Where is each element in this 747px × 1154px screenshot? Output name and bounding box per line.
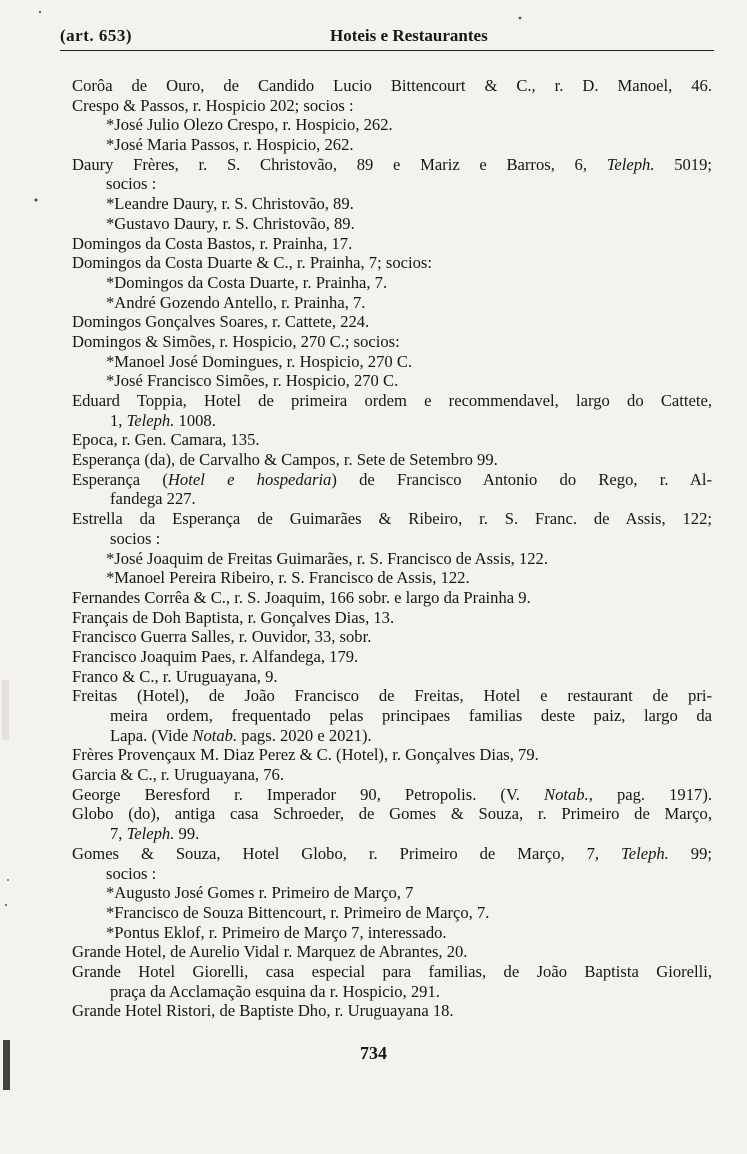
entry-continuation-line: *Pontus Eklof, r. Primeiro de Março 7, interessado.	[106, 922, 447, 942]
entry-line: Daury Frères, r. S. Christovão, 89 e Mariz e Barros, 6, Teleph. 5019;	[72, 154, 712, 174]
entry-line: Domingos da Costa Bastos, r. Prainha, 17.	[72, 233, 353, 253]
entry-continuation-line: *Manoel José Domingues, r. Hospicio, 270 C.	[106, 351, 413, 371]
entry-line: Grande Hotel Giorelli, casa especial para familias, de João Baptista Giorelli,	[72, 961, 712, 981]
page-number: 734	[360, 1043, 387, 1063]
entry-continuation-line: fandega 227.	[110, 489, 196, 509]
article-reference: (art. 653)	[60, 26, 133, 45]
entry-line: Grande Hotel Ristori, de Baptiste Dho, r. Uruguayana 18.	[72, 1001, 454, 1021]
entry-line: Freitas (Hotel), de João Francisco de Freitas, Hotel e restaurant de pri-	[72, 686, 712, 706]
entry-line: Francisco Guerra Salles, r. Ouvidor, 33, sobr.	[72, 627, 372, 647]
entry-line: Estrella da Esperança de Guimarães & Ribeiro, r. S. Franc. de Assis, 122;	[72, 509, 712, 529]
directory-listing	[72, 76, 712, 1021]
entry-line: Français de Doh Baptista, r. Gonçalves Dias, 13.	[72, 607, 395, 627]
entry-continuation-line: *Manoel Pereira Ribeiro, r. S. Francisco de Assis, 122.	[106, 568, 470, 588]
entry-continuation-line: socios :	[106, 174, 157, 194]
entry-continuation-line: *José Julio Olezo Crespo, r. Hospicio, 262.	[106, 115, 393, 135]
entry-continuation-line: *André Gozendo Antello, r. Prainha, 7.	[106, 292, 366, 312]
entry-continuation-line: *José Francisco Simões, r. Hospicio, 270 C.	[106, 371, 399, 391]
entry-line: Grande Hotel, de Aurelio Vidal r. Marquez de Abrantes, 20.	[72, 942, 468, 962]
entry-line: Corôa de Ouro, de Candido Lucio Bittencourt & C., r. D. Manoel, 46.	[72, 76, 712, 95]
entry-line: Crespo & Passos, r. Hospicio 202; socios :	[72, 95, 354, 115]
entry-continuation-line: *Gustavo Daury, r. S. Christovão, 89.	[106, 213, 355, 233]
entry-continuation-line: socios :	[110, 528, 161, 548]
entry-continuation-line: *Francisco de Souza Bittencourt, r. Primeiro de Março, 7.	[106, 902, 490, 922]
entry-line: Fernandes Corrêa & C., r. S. Joaquim, 166 sobr. e largo da Prainha 9.	[72, 587, 531, 607]
entry-line: Domingos & Simões, r. Hospicio, 270 C.; socios:	[72, 331, 400, 351]
entry-line: Franco & C., r. Uruguayana, 9.	[72, 666, 278, 686]
entry-line: Domingos Gonçalves Soares, r. Cattete, 224.	[72, 312, 370, 332]
entry-continuation-line: *José Maria Passos, r. Hospicio, 262.	[106, 135, 354, 155]
header-rule	[60, 50, 714, 51]
entry-line: Globo (do), antiga casa Schroeder, de Gomes & Souza, r. Primeiro de Março,	[72, 804, 712, 824]
entry-line: Garcia & C., r. Uruguayana, 76.	[72, 765, 284, 785]
entry-continuation-line: meira ordem, frequentado pelas principaes familias deste paiz, largo da	[110, 706, 712, 725]
entry-line: Esperança (Hotel e hospedaria) de Francisco Antonio do Rego, r. Al-	[72, 469, 712, 489]
entry-continuation-line: *Domingos da Costa Duarte, r. Prainha, 7.	[106, 272, 388, 292]
entry-line: Epoca, r. Gen. Camara, 135.	[72, 430, 260, 450]
entry-continuation-line: *Leandre Daury, r. S. Christovão, 89.	[106, 194, 354, 214]
entry-continuation-line: *Augusto José Gomes r. Primeiro de Março, 7	[106, 883, 414, 903]
page-header	[52, 26, 712, 48]
running-title: Hoteis e Restaurantes	[330, 26, 488, 45]
entry-line: Eduard Toppia, Hotel de primeira ordem e recommendavel, largo do Cattete,	[72, 391, 712, 410]
entry-line: Domingos da Costa Duarte & C., r. Prainha, 7; socios:	[72, 253, 432, 273]
entry-line: Esperança (da), de Carvalho & Campos, r. Sete de Setembro 99.	[72, 450, 498, 470]
entry-continuation-line: Lapa. (Vide Notab. pags. 2020 e 2021).	[110, 725, 372, 745]
entry-continuation-line: 7, Teleph. 99.	[110, 824, 200, 844]
entry-line: Frères Provençaux M. Diaz Perez & C. (Hotel), r. Gonçalves Dias, 79.	[72, 745, 539, 765]
entry-continuation-line: socios :	[106, 863, 157, 883]
entry-continuation-line: praça da Acclamação esquina da r. Hospicio, 291.	[110, 981, 440, 1001]
entry-continuation-line: *José Joaquim de Freitas Guimarães, r. S. Francisco de Assis, 122.	[106, 548, 548, 568]
entry-line: Francisco Joaquim Paes, r. Alfandega, 179.	[72, 646, 359, 666]
entry-continuation-line: 1, Teleph. 1008.	[110, 410, 216, 430]
entry-line: George Beresford r. Imperador 90, Petropolis. (V. Notab., pag. 1917).	[72, 784, 712, 804]
entry-line: Gomes & Souza, Hotel Globo, r. Primeiro de Março, 7, Teleph. 99;	[72, 843, 713, 863]
